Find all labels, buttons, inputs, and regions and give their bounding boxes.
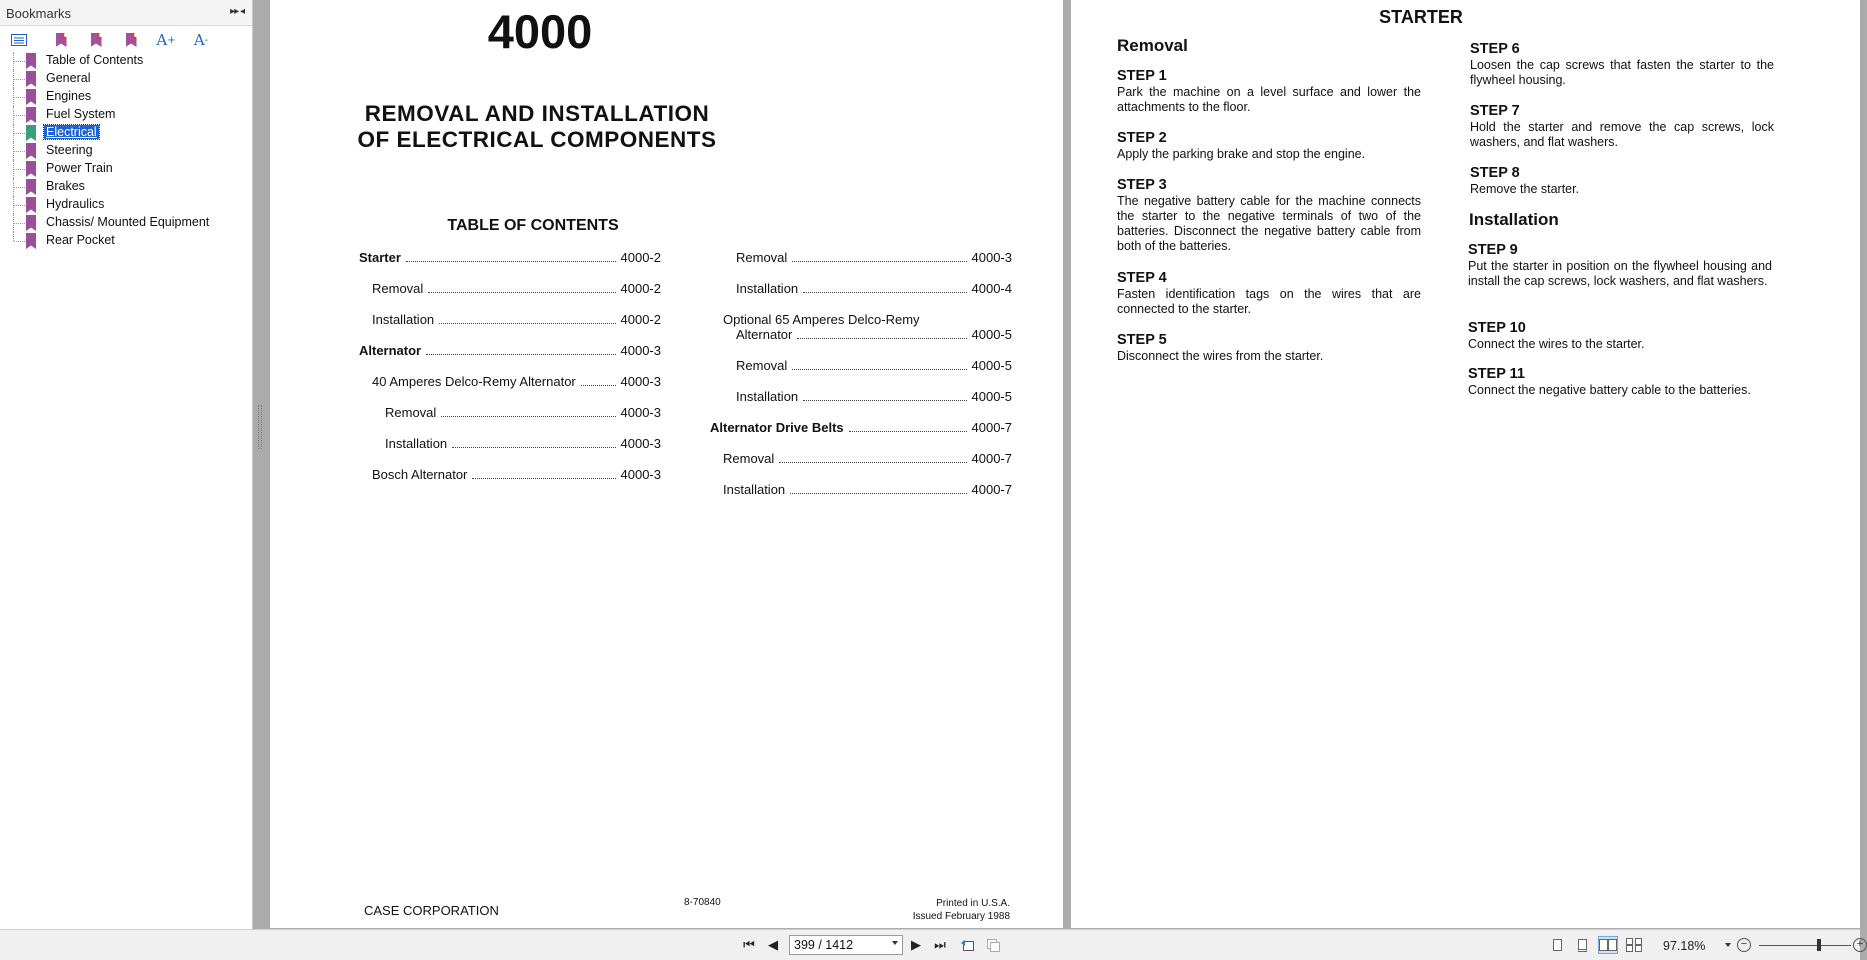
- navigation-toolbar: [0, 929, 1864, 960]
- footer-code: 8-70840: [684, 897, 721, 908]
- footer-company: CASE CORPORATION: [364, 903, 499, 918]
- toc-entry[interactable]: Installation 4000-4: [736, 281, 1012, 296]
- toc-entry[interactable]: Alternator 4000-5: [736, 327, 1012, 342]
- options-icon[interactable]: [9, 31, 29, 49]
- toc-entry[interactable]: Starter 4000-2: [359, 250, 661, 265]
- bookmark-icon: [26, 71, 36, 87]
- bookmark-general[interactable]: [0, 70, 252, 88]
- expand-bookmark-icon[interactable]: [51, 31, 71, 49]
- continuous-page-icon[interactable]: [1572, 936, 1592, 954]
- zoom-in-icon[interactable]: +: [1853, 938, 1867, 952]
- bookmark-icon: [26, 125, 36, 141]
- footer-issued-line: Issued February 1988: [912, 911, 1010, 922]
- zoom-dropdown-icon[interactable]: [1725, 943, 1731, 947]
- toc-entry[interactable]: Removal 4000-2: [372, 281, 661, 296]
- document-page-right: [1071, 0, 1860, 928]
- bookmark-brakes[interactable]: [0, 178, 252, 196]
- section-number: 4000: [487, 5, 593, 58]
- toc-entry[interactable]: 40 Amperes Delco-Remy Alternator 4000-3: [372, 374, 661, 389]
- toc-entry[interactable]: Alternator 4000-3: [359, 343, 661, 358]
- bookmark-label: Rear Pocket: [46, 233, 115, 247]
- bookmark-label: Fuel System: [46, 107, 116, 121]
- step-block: STEP 2 Apply the parking brake and stop the engine.: [1117, 130, 1366, 161]
- zoom-level[interactable]: 97.18%: [1663, 939, 1706, 953]
- next-page-icon[interactable]: ▶: [911, 937, 921, 952]
- last-page-icon[interactable]: ⏭: [934, 937, 946, 952]
- bookmark-icon: [26, 197, 36, 213]
- bookmark-label: Steering: [46, 143, 93, 157]
- page-dropdown-icon[interactable]: [892, 941, 898, 945]
- bookmark-icon: [26, 107, 36, 123]
- step-block: STEP 10 Connect the wires to the starter.: [1468, 320, 1645, 351]
- toc-title: TABLE OF CONTENTS: [447, 217, 619, 234]
- step-block: STEP 11 Connect the negative battery cable to the batteries.: [1468, 366, 1751, 397]
- increase-font-icon[interactable]: A +: [156, 31, 176, 49]
- next-view-icon[interactable]: [985, 937, 1001, 953]
- toc-entry[interactable]: Removal 4000-7: [723, 451, 1012, 466]
- bookmarks-title: Bookmarks: [6, 6, 72, 21]
- collapse-panel-icon[interactable]: ▸▸ ◂: [230, 6, 244, 17]
- footer-printed: [790, 897, 1010, 923]
- two-page-icon[interactable]: [1598, 936, 1618, 954]
- step-block: STEP 4 Fasten identification tags on the wires that are connected to the starter.: [1117, 270, 1421, 316]
- step-block: STEP 8 Remove the starter.: [1470, 165, 1580, 196]
- footer-printed-line: Printed in U.S.A.: [936, 898, 1010, 909]
- toc-entry[interactable]: Removal 4000-5: [736, 358, 1012, 373]
- zoom-slider[interactable]: [1759, 945, 1851, 946]
- toc-entry-label[interactable]: Optional 65 Amperes Delco-Remy: [723, 312, 920, 327]
- single-page-icon[interactable]: [1547, 936, 1567, 954]
- bookmark-label: Chassis/ Mounted Equipment: [46, 215, 210, 229]
- removal-heading: Removal: [1117, 36, 1188, 55]
- toc-entry[interactable]: Installation 4000-2: [372, 312, 661, 327]
- two-page-continuous-icon[interactable]: [1624, 936, 1644, 954]
- step-block: STEP 1 Park the machine on a level surface and lower the attachments to the floor.: [1117, 68, 1421, 114]
- toc-entry[interactable]: Installation 4000-7: [723, 482, 1012, 497]
- bookmark-label: Power Train: [46, 161, 113, 175]
- bookmark-label: Hydraulics: [46, 197, 105, 211]
- bookmark-icon: [26, 179, 36, 195]
- toc-entry[interactable]: Removal 4000-3: [385, 405, 661, 420]
- step-block: STEP 7 Hold the starter and remove the cap screws, lock washers, and flat washers.: [1470, 103, 1774, 149]
- previous-page-icon[interactable]: ◀: [768, 937, 778, 952]
- section-heading-line2: OF ELECTRICAL COMPONENTS: [357, 127, 717, 152]
- page-title: STARTER: [1379, 7, 1463, 27]
- toc-entry[interactable]: Alternator Drive Belts 4000-7: [710, 420, 1012, 435]
- bookmark-icon: [26, 143, 36, 159]
- document-page-left: [270, 0, 1063, 928]
- previous-view-icon[interactable]: [960, 937, 976, 953]
- step-block: STEP 5 Disconnect the wires from the starter.: [1117, 332, 1324, 363]
- bookmark-power-train[interactable]: [0, 160, 252, 178]
- first-page-icon[interactable]: ⏮: [743, 937, 755, 952]
- splitter-grip[interactable]: [258, 405, 262, 449]
- step-block: STEP 6 Loosen the cap screws that fasten the starter to the flywheel housing.: [1470, 41, 1774, 87]
- bookmark-label: General: [46, 71, 91, 85]
- bookmark-label: Table of Contents: [46, 53, 144, 67]
- bookmark-label: Electrical: [46, 125, 97, 139]
- step-block: STEP 9 Put the starter in position on the flywheel housing and install the cap screws, lock washers, and flat washers.: [1468, 242, 1772, 288]
- decrease-font-icon[interactable]: A -: [193, 31, 209, 49]
- bookmark-hydraulics[interactable]: [0, 196, 252, 214]
- toc-entry[interactable]: Installation 4000-3: [385, 436, 661, 451]
- section-heading-line1: REMOVAL AND INSTALLATION: [364, 101, 710, 126]
- new-bookmark-icon[interactable]: [86, 31, 106, 49]
- step-block: STEP 3 The negative battery cable for the machine connects the starter to the negative terminals of two of the batteries. Disconnect the negative battery cable from both of the batteries.: [1117, 177, 1421, 253]
- toc-entry[interactable]: Installation 4000-5: [736, 389, 1012, 404]
- bookmark-icon: [26, 89, 36, 105]
- installation-heading: Installation: [1469, 210, 1559, 229]
- bookmark-icon: [26, 233, 36, 249]
- bookmark-icon: [26, 215, 36, 231]
- toc-entry[interactable]: Bosch Alternator 4000-3: [372, 467, 661, 482]
- bookmark-label: Brakes: [46, 179, 85, 193]
- zoom-out-icon[interactable]: −: [1737, 938, 1751, 952]
- bookmark-icon: [26, 161, 36, 177]
- zoom-slider-thumb[interactable]: [1817, 939, 1821, 951]
- page-number-input[interactable]: [789, 935, 903, 955]
- bookmark-label: Engines: [46, 89, 92, 103]
- toc-entry[interactable]: Removal 4000-3: [736, 250, 1012, 265]
- bookmark-icon: [26, 53, 36, 69]
